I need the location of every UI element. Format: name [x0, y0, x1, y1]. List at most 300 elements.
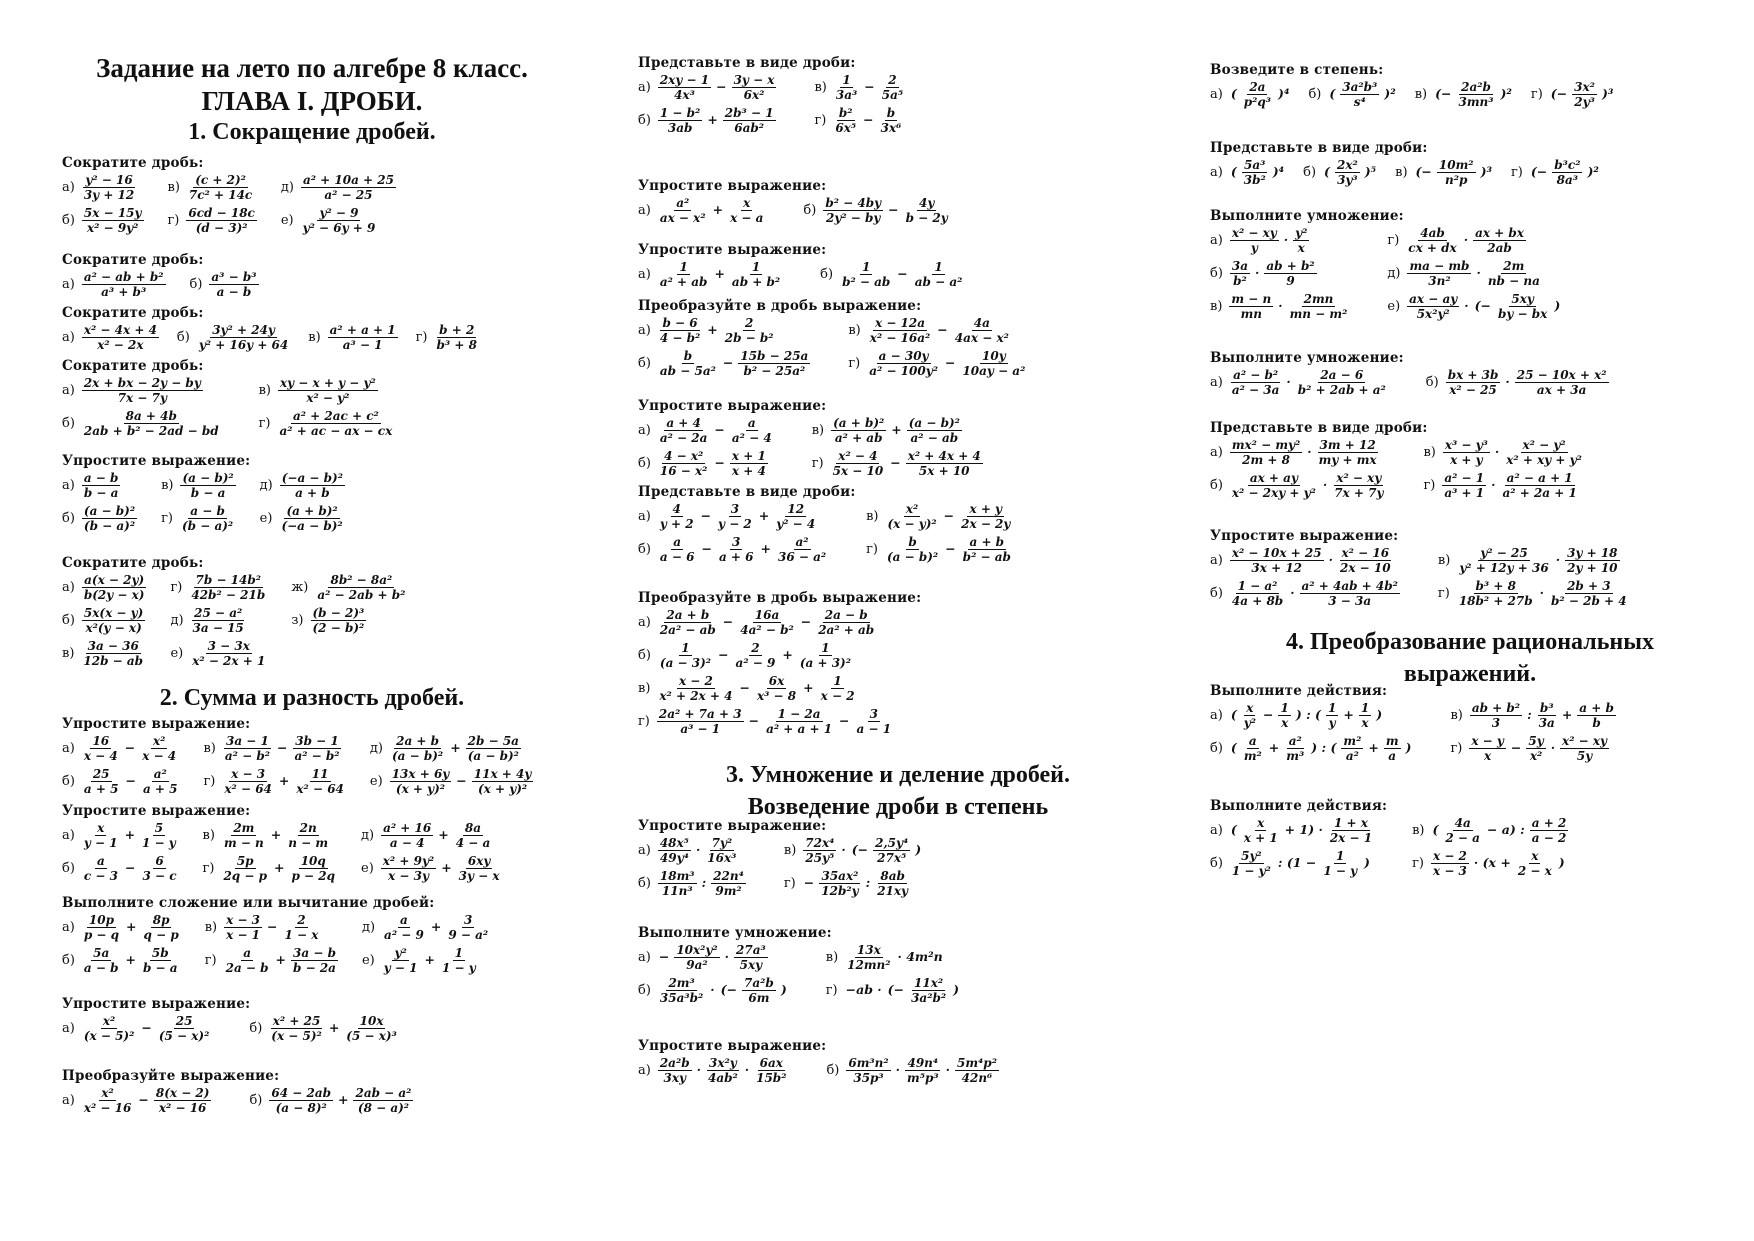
denominator: (a + 3)²: [799, 656, 851, 670]
item-letter: в): [1210, 299, 1223, 314]
denominator: a² − b²: [294, 749, 340, 763]
item-letter: а): [62, 277, 75, 292]
denominator: a + 6: [718, 550, 754, 564]
exercise-heading: Представьте в виде дроби:: [638, 55, 856, 71]
numerator: x − 12a: [874, 316, 926, 330]
denominator: 3 − 3a: [1328, 594, 1372, 608]
exercise-item: [308, 324, 399, 351]
numerator: x³ − y³: [1444, 438, 1488, 452]
exercise-item: [848, 350, 1029, 377]
numerator: x² − 4: [838, 449, 878, 463]
denominator: x² − 16: [83, 1101, 132, 1115]
fraction: [292, 735, 341, 762]
exercise-item: [291, 607, 409, 634]
operator: +: [1343, 707, 1354, 723]
numerator: 10x²y²: [676, 943, 718, 957]
fraction: [454, 822, 493, 849]
numerator: 13x: [856, 943, 881, 957]
operator: ·: [1505, 374, 1510, 390]
denominator: a² + ab: [834, 431, 883, 445]
exercise-grid: [638, 197, 1158, 224]
operator: −: [897, 266, 908, 282]
numerator: 3a − 36: [87, 639, 139, 653]
fraction: [286, 822, 330, 849]
exercise-item: [638, 977, 790, 1004]
denominator: 2a² − ab: [659, 623, 716, 637]
exercise-block: [1210, 683, 1730, 762]
numerator: x²: [152, 734, 166, 748]
operator: ·: [1290, 585, 1295, 601]
exercise-item: [638, 944, 790, 971]
numerator: 25 − 10x + x²: [1516, 368, 1607, 382]
operator: (: [1329, 86, 1336, 102]
item-letter: а): [62, 330, 75, 345]
exercise-grid: [1210, 159, 1730, 186]
fraction: [1230, 227, 1279, 254]
item-letter: а): [62, 580, 75, 595]
exercise-heading: Упростите выражение:: [638, 178, 827, 194]
denominator: 1 − x: [284, 928, 319, 942]
item-letter: г): [825, 983, 838, 998]
fraction: [1332, 472, 1385, 499]
exercise-grid: [62, 377, 562, 437]
operator: (−: [887, 982, 905, 998]
fraction: [1516, 850, 1554, 877]
exercise-item: [848, 317, 1029, 344]
numerator: 15b − 25a: [740, 349, 809, 363]
exercise-grid: [1210, 439, 1730, 499]
numerator: 3: [464, 913, 473, 927]
section-title-3: 3. Умножение и деление дробей.: [726, 762, 1070, 788]
exercise-heading: Представьте в виде дроби:: [638, 484, 856, 500]
fraction: [1443, 439, 1490, 466]
denominator: (x + y)²: [395, 782, 446, 796]
item-letter: в): [1423, 445, 1436, 460]
fraction: [658, 536, 697, 563]
exercise-item: [1210, 547, 1402, 574]
exercise-grid: [638, 944, 1158, 1004]
denominator: a − b: [83, 961, 119, 975]
numerator: x: [97, 821, 105, 835]
item-letter: г): [1450, 741, 1463, 756]
exercise-item: [1415, 81, 1515, 108]
denominator: 3n²: [1428, 274, 1451, 288]
exercise-heading: Выполните действия:: [1210, 798, 1388, 814]
numerator: 1: [1360, 701, 1370, 715]
denominator: nb − na: [1487, 274, 1540, 288]
numerator: 3y + 18: [1567, 546, 1618, 560]
fraction: [711, 870, 746, 897]
operator: ·: [1328, 552, 1333, 568]
numerator: 1: [842, 73, 851, 87]
numerator: 22n⁴: [713, 869, 744, 883]
fraction: [1230, 439, 1302, 466]
item-letter: б): [249, 1021, 263, 1036]
fraction: [189, 574, 267, 601]
numerator: 5xy: [1511, 292, 1534, 306]
exercise-item: [1387, 260, 1563, 287]
numerator: m: [1385, 734, 1399, 748]
fraction: [906, 450, 983, 477]
denominator: b − a: [190, 486, 226, 500]
exercise-block: [62, 1068, 562, 1114]
operator: −: [839, 713, 850, 729]
numerator: 1: [454, 946, 463, 960]
section-title-4-sub: выражений.: [1403, 661, 1537, 687]
fraction: [959, 503, 1012, 530]
fraction: [658, 450, 710, 477]
denominator: 4a + 8b: [1231, 594, 1284, 608]
numerator: ma − mb: [1409, 259, 1470, 273]
fraction: [222, 768, 274, 795]
exercise-block: [638, 590, 1158, 735]
denominator: 3a: [1538, 716, 1555, 730]
denominator: x² + 2x + 4: [659, 689, 733, 703]
operator: ·: [1494, 444, 1500, 460]
numerator: a² − a + 1: [1506, 471, 1573, 485]
numerator: 3a − b: [293, 946, 336, 960]
exercise-item: [62, 1087, 213, 1114]
denominator: 5x + 10: [918, 464, 970, 478]
denominator: 3: [1491, 716, 1501, 730]
denominator: 35a³b²: [659, 991, 704, 1005]
item-letter: а): [62, 741, 75, 756]
fraction: [278, 410, 395, 437]
fraction: [209, 271, 258, 298]
fraction: [344, 1015, 399, 1042]
operator: −: [124, 860, 136, 876]
fraction: [953, 317, 1011, 344]
numerator: x + y: [969, 502, 1003, 516]
numerator: 3a − 1: [225, 734, 269, 748]
exercise-item: [62, 914, 183, 941]
denominator: x² − 16a²: [869, 331, 931, 345]
denominator: a² − 9: [384, 928, 424, 942]
fraction: [440, 947, 478, 974]
exercise-item: [1387, 227, 1563, 254]
operator: )³: [1601, 86, 1614, 102]
item-letter: г): [202, 861, 215, 876]
denominator: (5 − x)³: [346, 1029, 397, 1043]
operator: +: [891, 422, 902, 438]
denominator: x² − 16: [158, 1101, 207, 1115]
fraction: [1317, 439, 1379, 466]
item-letter: а): [638, 509, 651, 524]
exercise-item: [638, 503, 830, 530]
exercise-item: [638, 350, 812, 377]
item-letter: е): [259, 511, 273, 526]
denominator: p − q: [83, 928, 120, 942]
operator: ): [953, 982, 960, 998]
fraction: [1264, 260, 1316, 287]
numerator: x: [1257, 816, 1265, 830]
exercise-item: [62, 640, 148, 667]
denominator: x² − 2x + 1: [192, 654, 266, 668]
denominator: 3x + 12: [1251, 561, 1303, 575]
item-letter: а): [62, 180, 75, 195]
denominator: 2 − x: [1517, 864, 1552, 878]
denominator: (x − 5)²: [271, 1029, 322, 1043]
denominator: 5xy: [739, 958, 763, 972]
operator: ·: [1539, 585, 1545, 601]
operator: ): [1554, 298, 1561, 314]
fraction: [1359, 702, 1371, 729]
denominator: x² − 2xy + y²: [1231, 486, 1316, 500]
item-letter: б): [638, 542, 651, 557]
operator: (−: [1530, 164, 1548, 180]
fraction: [880, 74, 905, 101]
numerator: 8ab: [880, 869, 905, 883]
numerator: 64 − 2ab: [271, 1086, 331, 1100]
numerator: x² + 25: [272, 1014, 321, 1028]
fraction: [833, 107, 858, 134]
denominator: mn: [1240, 307, 1263, 321]
operator: −: [276, 740, 288, 756]
item-letter: а): [638, 423, 651, 438]
denominator: x − a: [730, 211, 764, 225]
operator: ): [1558, 855, 1565, 871]
denominator: a² − 4: [731, 431, 772, 445]
exercise-block: [638, 55, 1158, 134]
denominator: 25y⁵: [805, 851, 835, 865]
denominator: a² − 3a: [1231, 383, 1280, 397]
fraction: [909, 977, 948, 1004]
item-letter: а): [62, 383, 75, 398]
item-letter: б): [1303, 165, 1317, 180]
numerator: (a − b)²: [83, 504, 136, 518]
fraction: [873, 837, 910, 864]
exercise-item: [205, 914, 340, 941]
item-letter: г): [1437, 586, 1450, 601]
fraction: [269, 1015, 324, 1042]
fraction: [1229, 293, 1273, 320]
exercise-grid: [62, 1015, 562, 1042]
operator: ·: [1491, 477, 1496, 493]
operator: −: [716, 79, 727, 95]
exercise-item: [1412, 850, 1570, 877]
item-letter: г): [258, 416, 271, 431]
item-letter: е): [1387, 299, 1401, 314]
numerator: 18m³: [659, 869, 695, 883]
operator: −: [138, 1092, 149, 1108]
exercise-heading: Упростите выражение:: [1210, 528, 1399, 544]
fraction: [1442, 472, 1486, 499]
fraction: [82, 855, 120, 882]
numerator: 1: [679, 260, 688, 274]
item-letter: д): [259, 478, 273, 493]
denominator: 18b² + 27b: [1458, 594, 1533, 608]
operator: −: [658, 949, 670, 965]
denominator: a − 1: [856, 722, 892, 736]
denominator: y² + 12y + 36: [1459, 561, 1549, 575]
exercise-item: [370, 768, 535, 795]
exercise-grid: [62, 271, 562, 298]
fraction: [82, 574, 147, 601]
denominator: y²: [1243, 716, 1256, 730]
exercise-heading: Выполните умножение:: [1210, 208, 1404, 224]
numerator: 7y²: [711, 836, 733, 850]
numerator: 3: [730, 502, 740, 516]
item-letter: а): [1210, 445, 1223, 460]
fraction: [658, 261, 710, 288]
numerator: a: [97, 854, 105, 868]
denominator: y − 2: [718, 517, 752, 531]
exercise-item: [1210, 735, 1414, 762]
exercise-item: [62, 410, 223, 437]
denominator: a − b: [216, 285, 252, 299]
exercise-item: [62, 607, 148, 634]
operator: −: [714, 455, 725, 471]
numerator: mx² − my²: [1231, 438, 1301, 452]
denominator: a: [1388, 749, 1397, 763]
fraction: [1341, 735, 1363, 762]
denominator: p − 2q: [291, 869, 336, 883]
fraction: [197, 324, 290, 351]
fraction: [157, 1015, 212, 1042]
item-letter: г): [848, 356, 861, 371]
item-letter: в): [167, 180, 180, 195]
numerator: a + b: [1579, 701, 1614, 715]
denominator: a + b: [295, 486, 330, 500]
fraction: [279, 505, 344, 532]
denominator: 2x − 1: [1329, 831, 1373, 845]
numerator: 10m²: [1438, 158, 1474, 172]
denominator: 12b²y: [821, 884, 859, 898]
numerator: a − 30y: [878, 349, 929, 363]
fraction: [1407, 260, 1471, 287]
numerator: 3: [869, 707, 878, 721]
denominator: y² − 6y + 9: [302, 221, 376, 235]
fraction: [657, 675, 734, 702]
chapter-title: ГЛАВА I. ДРОБИ.: [201, 86, 423, 116]
exercise-item: [638, 837, 748, 864]
numerator: (a + b)²: [833, 416, 885, 430]
fraction: [1457, 547, 1550, 574]
operator: ·: [724, 949, 730, 965]
operator: )⁵: [1364, 164, 1377, 180]
operator: +: [124, 827, 136, 843]
denominator: (a − b)²: [467, 749, 519, 763]
exercise-item: [1511, 159, 1602, 186]
fraction: [1504, 439, 1584, 466]
exercise-grid: [1210, 81, 1730, 108]
fraction: [1431, 850, 1469, 877]
item-letter: б): [1210, 478, 1223, 493]
operator: · 4m²n: [897, 949, 943, 965]
fraction: [191, 607, 246, 634]
numerator: 5p: [236, 854, 254, 868]
operator: ·: [1555, 552, 1561, 568]
numerator: 1 − 2a: [777, 707, 821, 721]
item-letter: д): [1387, 266, 1401, 281]
fraction: [803, 837, 836, 864]
denominator: 2x − 2y: [961, 517, 1011, 531]
denominator: by − bx: [1498, 307, 1548, 321]
numerator: 2a: [1249, 80, 1266, 94]
item-letter: б): [62, 774, 75, 789]
exercise-item: [62, 768, 181, 795]
numerator: b + 2: [439, 323, 475, 337]
denominator: ab − a²: [914, 275, 963, 289]
exercise-grid: [638, 837, 1158, 897]
operator: +: [424, 952, 435, 968]
fraction: [1406, 227, 1458, 254]
fraction: [875, 870, 910, 897]
denominator: a² + ac − ax − cx: [279, 424, 393, 438]
denominator: 49y⁴: [659, 851, 689, 865]
denominator: 3xy: [663, 1071, 686, 1085]
operator: (: [1230, 822, 1237, 838]
section-title-1: 1. Сокращение дробей.: [188, 119, 436, 145]
operator: −: [803, 875, 815, 891]
exercise-grid: [1210, 547, 1730, 607]
exercise-block: [1210, 350, 1730, 396]
exercise-item: [1210, 439, 1387, 466]
exercise-item: [1210, 850, 1376, 877]
exercise-item: [170, 607, 269, 634]
numerator: b: [908, 535, 917, 549]
operator: +: [450, 740, 461, 756]
denominator: 2q − p: [223, 869, 267, 883]
operator: −: [863, 112, 874, 128]
fraction: [1242, 159, 1268, 186]
denominator: 3a²b²: [911, 991, 947, 1005]
operator: +: [782, 647, 793, 663]
operator: ·: [1283, 232, 1289, 248]
fraction: [755, 675, 798, 702]
operator: +: [338, 1092, 349, 1108]
numerator: x − 3: [226, 913, 261, 927]
numerator: a + 2: [1531, 816, 1567, 830]
operator: +: [278, 773, 290, 789]
exercise-item: [1308, 81, 1398, 108]
numerator: 10p: [88, 913, 114, 927]
exercise-heading: Преобразуйте в дробь выражение:: [638, 590, 922, 606]
exercise-item: [1423, 439, 1585, 466]
operator: + 1) ·: [1284, 822, 1323, 838]
operator: (−: [1550, 86, 1568, 102]
exercise-item: [1210, 293, 1351, 320]
exercise-block: [1210, 798, 1730, 877]
denominator: x² − 2x: [97, 338, 144, 352]
exercise-grid: [62, 735, 562, 795]
exercise-grid: [638, 261, 1158, 288]
numerator: x² + 4x + 4: [907, 449, 981, 463]
exercise-item: [62, 505, 139, 532]
item-letter: б): [820, 267, 834, 282]
fraction: [885, 536, 940, 563]
item-letter: е): [361, 861, 374, 876]
fraction: [224, 947, 271, 974]
operator: (−: [1474, 298, 1491, 314]
denominator: x: [1281, 716, 1289, 730]
denominator: a³ + b³: [101, 285, 147, 299]
fraction: [730, 417, 774, 444]
numerator: ax − ay: [1409, 292, 1458, 306]
operator: ·: [1255, 265, 1260, 281]
denominator: a² − b²: [224, 749, 270, 763]
fraction: [831, 417, 886, 444]
numerator: 2: [751, 641, 760, 655]
denominator: 2ab: [1487, 241, 1512, 255]
exercise-heading: Упростите выражение:: [638, 242, 827, 258]
item-letter: в): [203, 741, 216, 756]
denominator: m − n: [223, 836, 264, 850]
numerator: a² + a + 1: [329, 323, 396, 337]
exercise-block: [62, 305, 562, 351]
exercise-item: [638, 870, 748, 897]
numerator: 1: [1280, 701, 1289, 715]
